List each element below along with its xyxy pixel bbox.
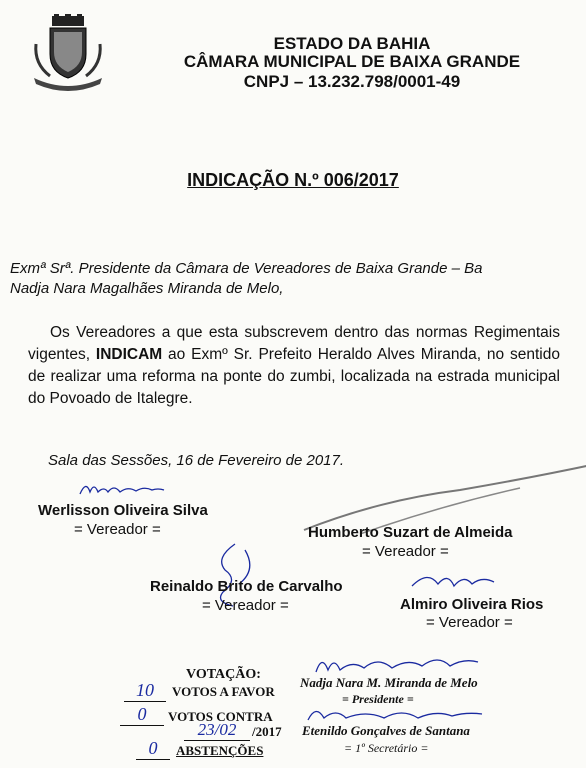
body-text-2: ao Exmº Sr. Prefeito Heraldo Alves Miranda, no sentido de realizar uma reforma na ponte do zumbi, localizada na estrada municipal do Povoado de Italegre. [28, 346, 560, 407]
abst-count: 0 [136, 738, 170, 760]
signer-4-role: = Vereador = [426, 614, 513, 631]
signer-2-name: Humberto Suzart de Almeida [308, 524, 513, 541]
president-role: = Presidente = [342, 692, 414, 706]
signature-scribble-werlisson [78, 478, 168, 500]
signer-3-role: = Vereador = [202, 597, 289, 614]
secretary-name: Etenildo Gonçalves de Santana [302, 723, 470, 738]
signature-scribble-president [312, 648, 482, 678]
recipient-line-1: Exmª Srª. Presidente da Câmara de Vereadores de Baixa Grande – Ba [10, 260, 483, 277]
vote-date-suffix: /2017 [252, 724, 282, 739]
secretary-role: = 1º Secretário = [344, 741, 429, 755]
title-text: INDICAÇÃO N.º 006/2017 [187, 170, 399, 190]
contra-label: VOTOS CONTRA [168, 709, 273, 724]
signer-2-role: = Vereador = [362, 543, 449, 560]
signature-scribble-almiro [408, 566, 498, 596]
signer-4-name: Almiro Oliveira Rios [400, 596, 544, 613]
recipient-line-2: Nadja Nara Magalhães Miranda de Melo, [10, 280, 284, 297]
body-text-1: Os Vereadores a que esta subscrevem dentro das normas Regimentais vigentes, [28, 324, 560, 363]
abst-label: ABSTENÇÕES [176, 743, 264, 758]
voting-heading: VOTAÇÃO: [186, 667, 261, 682]
signer-1-role: = Vereador = [74, 521, 161, 538]
favor-label: VOTOS A FAVOR [172, 684, 275, 699]
body-paragraph [28, 322, 560, 410]
president-name: Nadja Nara M. Miranda de Melo [300, 675, 478, 690]
signer-3-name: Reinaldo Brito de Carvalho [150, 578, 343, 595]
signer-1-name: Werlisson Oliveira Silva [38, 502, 208, 519]
header-state: ESTADO DA BAHIA [273, 34, 431, 53]
coat-of-arms-logo [28, 14, 108, 92]
header-chamber: CÂMARA MUNICIPAL DE BAIXA GRANDE [183, 52, 521, 71]
document-title [0, 170, 586, 191]
vote-date-handwritten: 23/02 [184, 720, 250, 741]
favor-count: 10 [124, 680, 166, 702]
place-date: Sala das Sessões, 16 de Fevereiro de 2017. [48, 452, 345, 469]
contra-count: 0 [120, 704, 164, 726]
body-bold: INDICAM [95, 346, 163, 363]
header-cnpj: CNPJ – 13.232.798/0001-49 [243, 72, 461, 91]
